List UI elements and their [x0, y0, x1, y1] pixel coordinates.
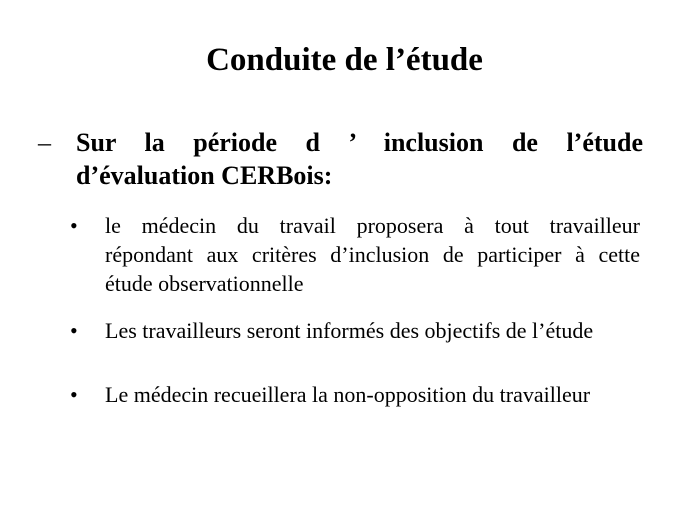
- bullet-dot: •: [70, 382, 78, 407]
- bullet-line: étude observationnelle: [105, 271, 304, 296]
- bullet-item: [70, 211, 640, 298]
- level1-line: Sur la période d ’ inclusion de l’étude: [76, 128, 643, 157]
- bullet-dot: •: [70, 318, 78, 343]
- bullet-text: [105, 380, 640, 409]
- level1-text: [76, 126, 643, 192]
- bullet-item: [70, 316, 640, 345]
- bullet-text: [105, 211, 640, 298]
- bullet-line: Le médecin recueillera la non-opposition du travailleur: [105, 382, 591, 407]
- bullet-line: répondant aux critères d’inclusion de participer à cette: [105, 242, 640, 267]
- bullet-text: [105, 316, 640, 345]
- slide-title: Conduite de l’étude: [206, 42, 483, 78]
- level1-item: [38, 126, 643, 192]
- bullet-line: Les travailleurs seront informés des objectifs de l’étude: [105, 318, 594, 343]
- bullet-line: le médecin du travail proposera à tout travailleur: [105, 213, 640, 238]
- dash-bullet: –: [38, 128, 51, 157]
- level1-line: d’évaluation CERBois:: [76, 161, 333, 190]
- bullet-dot: •: [70, 213, 78, 238]
- bullet-item: [70, 380, 640, 409]
